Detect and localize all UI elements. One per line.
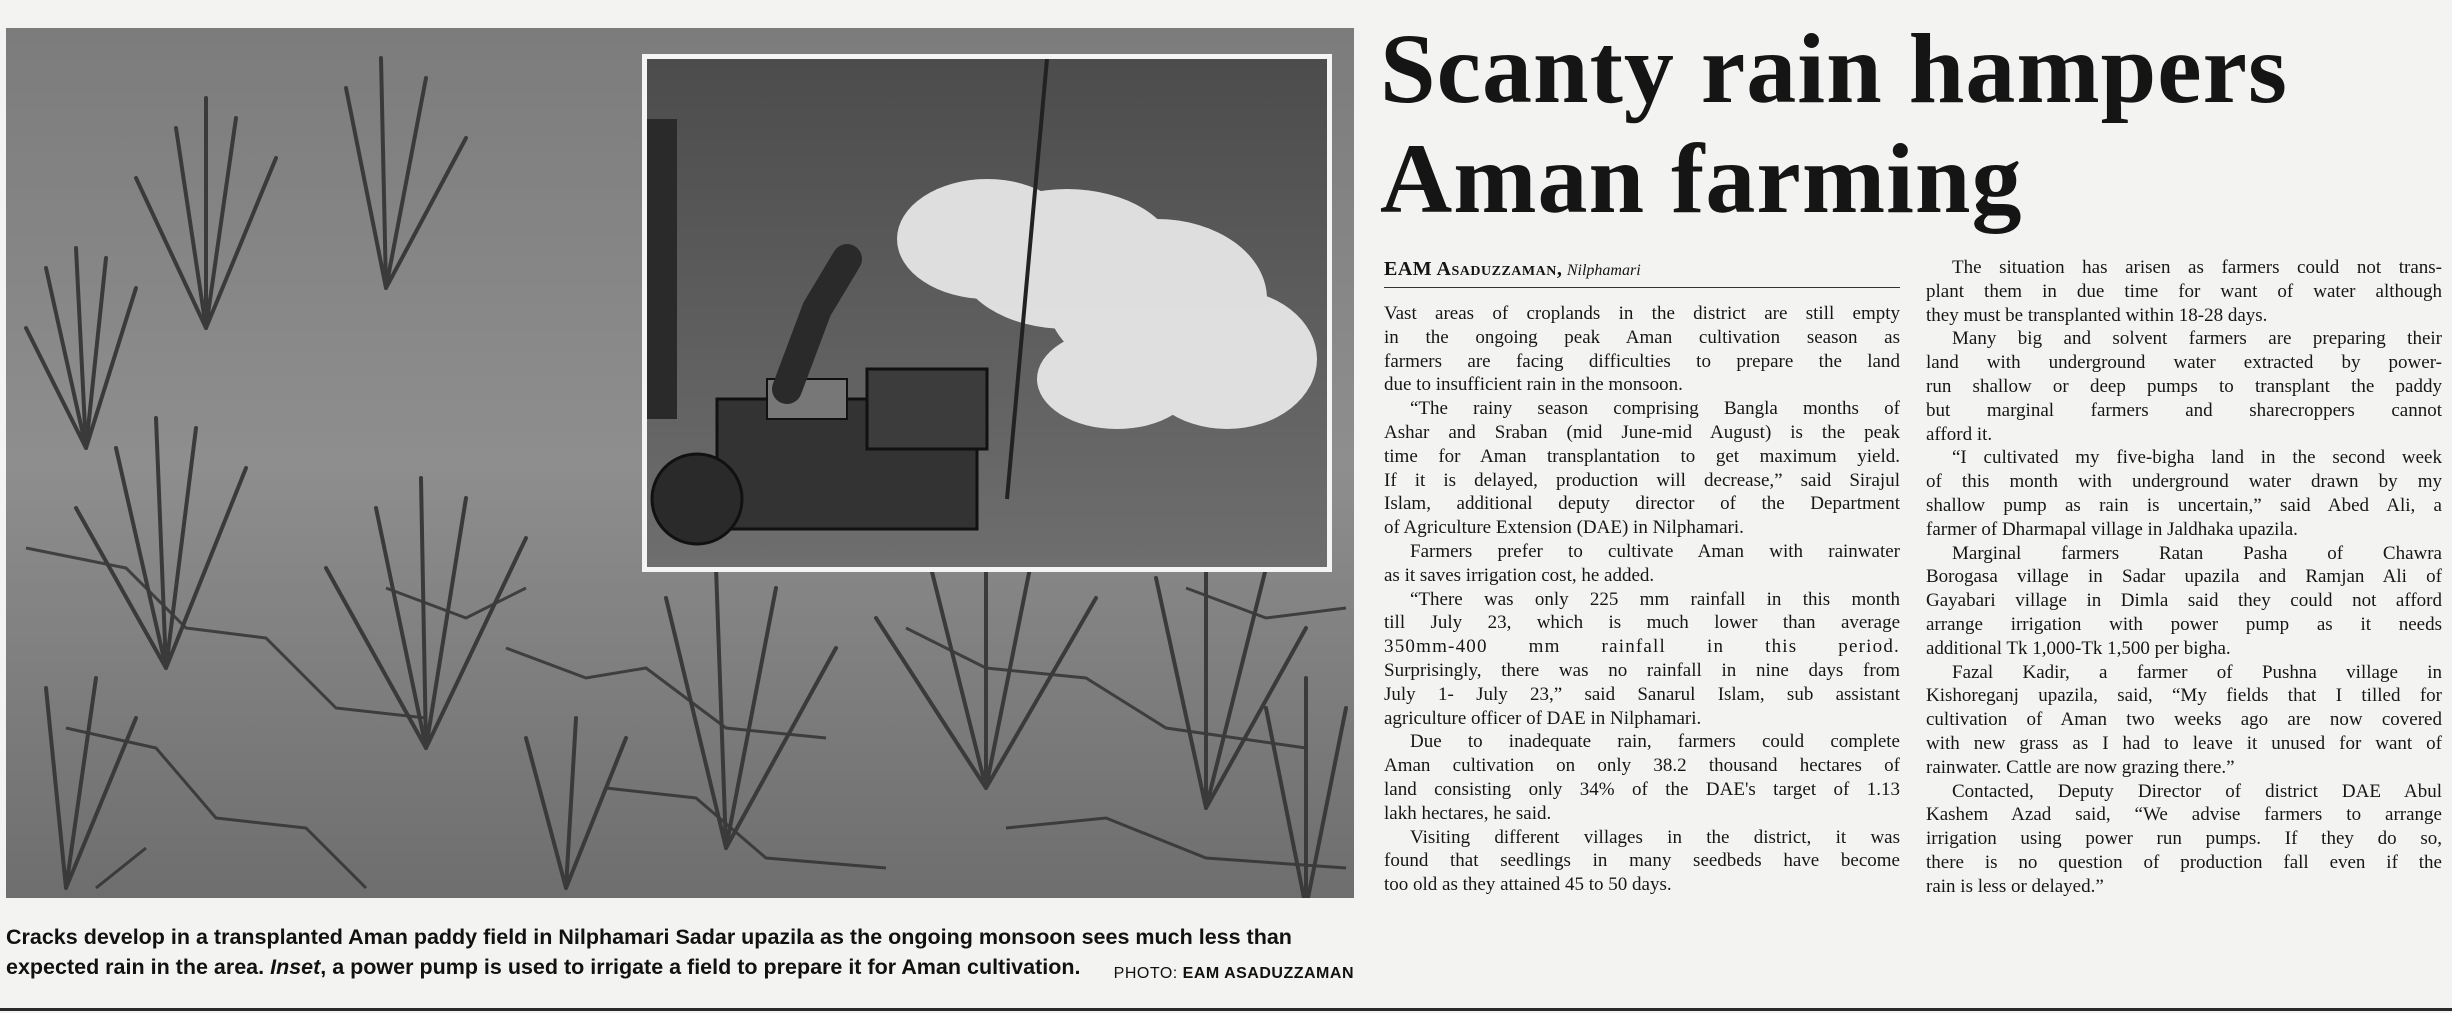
text-line: till July 23, which is much lower than average [1384, 612, 1900, 634]
text-line: Aman cultivation on only 38.2 thousand hectares of [1384, 755, 1900, 777]
paragraph [1384, 540, 1900, 588]
paragraph [1926, 256, 2442, 327]
caption-line-2-end: , a power pump is used to irrigate a field to prepare it for Aman cultivation. [320, 955, 1081, 979]
caption-line-2-start: expected rain in the area. [6, 955, 271, 979]
text-line: Farmers prefer to cultivate Aman with rainwater [1410, 540, 1900, 562]
text-line: Vast areas of croplands in the district are still empty [1384, 303, 1900, 324]
text-line: shallow pump as rain is uncertain,” said Abed Ali, a [1926, 494, 2442, 516]
byline-place: Nilphamari [1566, 262, 1641, 279]
text-line: rainwater. Cattle are now grazing there.” [1926, 756, 2235, 778]
paragraph [1926, 542, 2442, 661]
text-line: 350mm-400 mm rainfall in this period. [1384, 636, 1900, 658]
text-line: due to insufficient rain in the monsoon. [1384, 374, 1683, 396]
text-line: rain is less or delayed.” [1926, 875, 2104, 897]
text-line: farmers are facing difficulties to prepare the land [1384, 350, 1900, 372]
main-photo-paddy-field [6, 28, 1354, 898]
headline-line-2: Aman farming [1380, 123, 2023, 234]
text-line: “The rainy season comprising Bangla months of [1410, 398, 1900, 420]
text-line: “There was only 225 mm rainfall in this month [1410, 588, 1900, 610]
text-line: as it saves irrigation cost, he added. [1384, 564, 1655, 586]
text-line: Gayabari village in Dimla said they could not afford [1926, 590, 2442, 612]
text-line: land with underground water extracted by power- [1926, 352, 2442, 374]
text-line: lakh hectares, he said. [1384, 802, 1552, 824]
text-line: July 1- July 23,” said Sanarul Islam, sub assistant [1384, 683, 1900, 705]
text-line: they must be transplanted within 18-28 days. [1926, 304, 2268, 326]
inset-photo-power-pump [642, 54, 1332, 572]
text-line: Borogasa village in Sadar upazila and Ramjan Ali of [1926, 566, 2442, 588]
paragraph [1384, 826, 1900, 897]
text-line: Fazal Kadir, a farmer of Pushna village in [1952, 661, 2442, 683]
text-line: land consisting only 34% of the DAE's target of 1.13 [1384, 778, 1900, 800]
caption-inset-word: Inset [270, 955, 321, 979]
text-line: agriculture officer of DAE in Nilphamari. [1384, 707, 1702, 729]
text-line: plant them in due time for want of water although [1926, 280, 2442, 302]
text-line: farmer of Dharmapal village in Jaldhaka upazila. [1926, 518, 2298, 540]
article-column-2 [1926, 256, 2442, 899]
text-line: irrigation using power run pumps. If they do so, [1926, 828, 2442, 850]
text-line: afford it. [1926, 423, 1993, 445]
paragraph [1384, 730, 1900, 825]
text-line: “I cultivated my five-bigha land in the second week [1952, 447, 2442, 469]
text-line: in the ongoing peak Aman cultivation season as [1384, 326, 1900, 348]
text-line: there is no question of production fall even if the [1926, 851, 2442, 873]
text-line: Kishoreganj upazila, said, “My fields that I tilled for [1926, 685, 2442, 707]
text-line: Contacted, Deputy Director of district DAE Abul [1952, 780, 2442, 802]
page-bottom-rule [0, 1008, 2452, 1011]
text-line: Kashem Azad said, “We advise farmers to arrange [1926, 804, 2442, 826]
byline-author: EAM Asaduzzaman, [1384, 258, 1563, 280]
text-line: time for Aman transplantation to get maximum yield. [1384, 445, 1900, 467]
text-line: Ashar and Sraban (mid June-mid August) is the peak [1384, 421, 1900, 443]
paragraph [1384, 397, 1900, 540]
photo-credit-name: EAM ASADUZZAMAN [1182, 965, 1354, 982]
text-line: of Agriculture Extension (DAE) in Nilphamari. [1384, 517, 1744, 539]
paragraph [1384, 302, 1900, 397]
text-line: of this month with underground water drawn by my [1926, 471, 2442, 493]
text-line: with new grass as I had to leave it unused for want of [1926, 732, 2442, 754]
text-line: Marginal farmers Ratan Pasha of Chawra [1952, 542, 2442, 564]
article-byline [1384, 258, 1900, 288]
paragraph [1926, 327, 2442, 446]
photo-credit [1114, 965, 1354, 983]
article-headline [1380, 14, 2440, 234]
text-line: but marginal farmers and sharecroppers cannot [1926, 399, 2442, 421]
article-column-1 [1384, 302, 1900, 897]
photo-credit-label: PHOTO: [1113, 965, 1183, 982]
text-line: Islam, additional deputy director of the Department [1384, 493, 1900, 515]
paragraph [1926, 661, 2442, 780]
text-line: Visiting different villages in the district, it was [1410, 826, 1900, 848]
headline-line-1: Scanty rain hampers [1380, 13, 2288, 124]
text-line: too old as they attained 45 to 50 days. [1384, 874, 1672, 896]
paragraph [1384, 588, 1900, 731]
text-line: Surprisingly, there was no rainfall in nine days from [1384, 659, 1900, 681]
text-line: Due to inadequate rain, farmers could complete [1410, 731, 1900, 753]
text-line: found that seedlings in many seedbeds have become [1384, 850, 1900, 872]
text-line: run shallow or deep pumps to transplant the paddy [1926, 375, 2442, 397]
text-line: arrange irrigation with power pump as it needs [1926, 613, 2442, 635]
caption-line-1: Cracks develop in a transplanted Aman paddy field in Nilphamari Sadar upazila as the ongoing monsoon sees much less than [6, 925, 1292, 949]
text-line: If it is delayed, production will decrease,” said Sirajul [1384, 469, 1900, 491]
text-line: Many big and solvent farmers are preparing their [1952, 328, 2442, 350]
power-pump-illustration [647, 59, 1327, 567]
paragraph [1926, 446, 2442, 541]
text-line: cultivation of Aman two weeks ago are now covered [1926, 709, 2442, 731]
text-line: The situation has arisen as farmers could not trans- [1952, 257, 2442, 278]
text-line: additional Tk 1,000-Tk 1,500 per bigha. [1926, 637, 2231, 659]
paragraph [1926, 780, 2442, 899]
